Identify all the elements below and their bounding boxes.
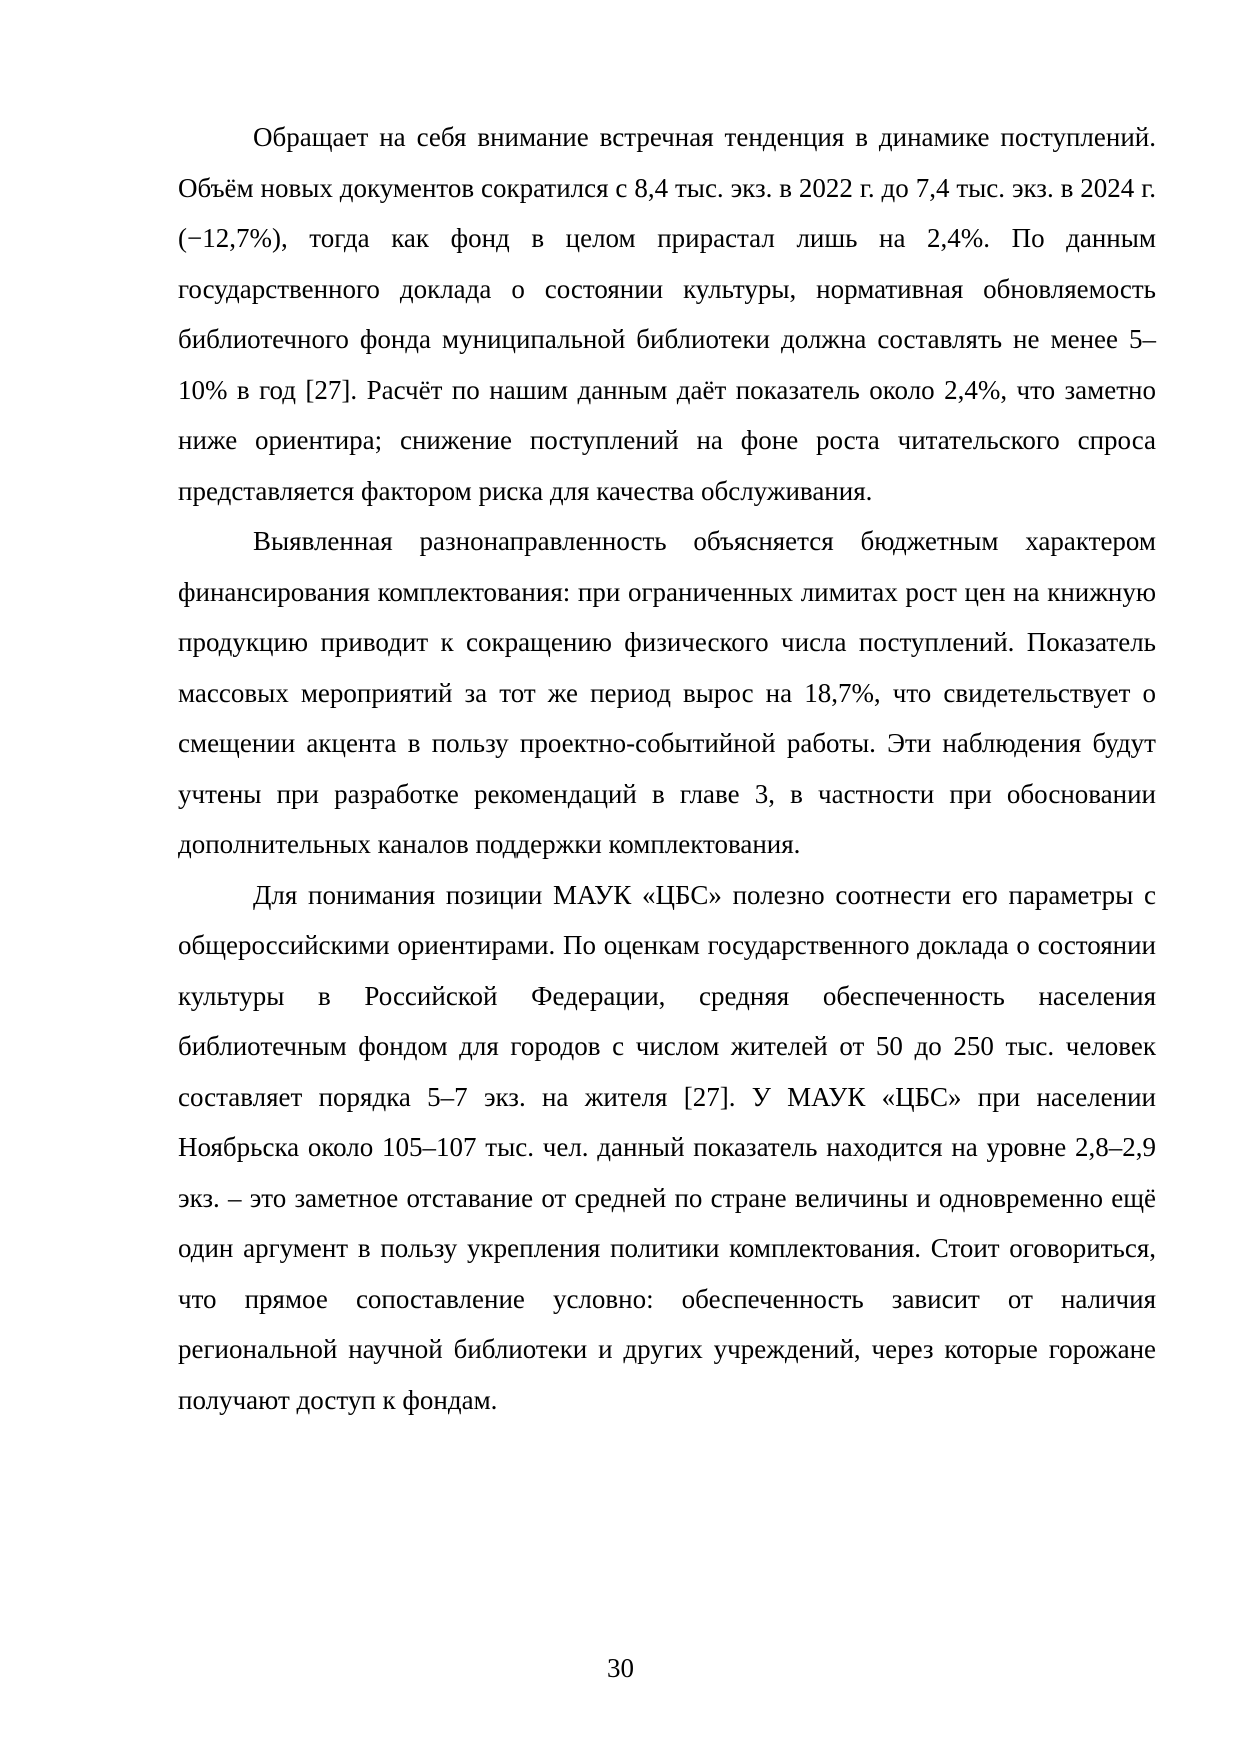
paragraph-2: Выявленная разнонаправленность объясняется бюджетным характером финансирования комплектования: при ограниченных лимитах рост цен на книжную продукцию приводит к сокращению физического числа поступлений. Показатель массовых мероприятий за тот же период вырос на 18,7%, что свидетельствует о смещении акцента в пользу проектно-событийной работы. Эти наблюдения будут учтены при разработке рекомендаций в главе 3, в частности при обосновании дополнительных каналов поддержки комплектования. [178, 526, 1156, 859]
body-text [178, 112, 1156, 1425]
paragraph-1: Обращает на себя внимание встречная тенденция в динамике поступлений. Объём новых документов сократился с 8,4 тыс. экз. в 2022 г. до 7,4 тыс. экз. в 2024 г. (−12,7%), тогда как фонд в целом прирастал лишь на 2,4%. По данным государственного доклада о состоянии культуры, нормативная обновляемость библиотечного фонда муниципальной библиотеки должна составлять не менее 5–10% в год [27]. Расчёт по нашим данным даёт показатель около 2,4%, что заметно ниже ориентира; снижение поступлений на фоне роста читательского спроса представляется фактором риска для качества обслуживания. [178, 122, 1156, 506]
paragraph-3: Для понимания позиции МАУК «ЦБС» полезно соотнести его параметры с общероссийскими ориентирами. По оценкам государственного доклада о состоянии культуры в Российской Федерации, средняя обеспеченность населения библиотечным фондом для городов с числом жителей от 50 до 250 тыс. человек составляет порядка 5–7 экз. на жителя [27]. У МАУК «ЦБС» при населении Ноябрьска около 105–107 тыс. чел. данный показатель находится на уровне 2,8–2,9 экз. – это заметное отставание от средней по стране величины и одновременно ещё один аргумент в пользу укрепления политики комплектования. Стоит оговориться, что прямое сопоставление условно: обеспеченность зависит от наличия региональной научной библиотеки и других учреждений, через которые горожане получают доступ к фондам. [178, 879, 1156, 1415]
page-number: 30 [607, 1653, 634, 1683]
